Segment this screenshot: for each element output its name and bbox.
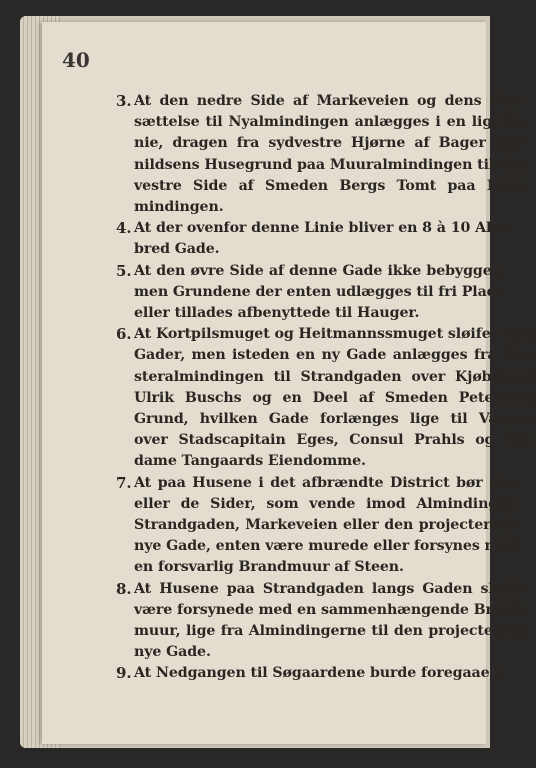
- item-number: 5.: [116, 261, 132, 280]
- item-number: 3.: [116, 92, 132, 110]
- text-line: bred Gade.: [134, 241, 220, 258]
- text-line: Strandgaden, Markeveien eller den projecterede: [134, 517, 519, 534]
- item-number: 4.: [116, 219, 132, 238]
- item-text: [134, 218, 510, 260]
- list-item: [116, 91, 529, 218]
- text-line: Ulrik Buschs og en Deel af Smeden Petersens: [134, 389, 536, 406]
- page-number: 40: [62, 48, 90, 72]
- text-line: At Nedgangen til Søgaardene burde foregaae i-: [134, 665, 506, 682]
- text-line: At Husene paa Strandgaden langs Gaden skulle: [134, 580, 528, 597]
- list-item: [116, 218, 511, 260]
- text-line: nye Gade.: [134, 644, 211, 661]
- text-line: over Stadscapitain Eges, Consul Prahls og Ma-: [134, 432, 536, 449]
- text-line: At den øvre Side af denne Gade ikke bebygges,: [134, 262, 505, 279]
- list-item: [116, 663, 506, 684]
- text-line: muur, lige fra Almindingerne til den projecterede: [134, 623, 528, 640]
- text-line: mindingen.: [134, 199, 224, 216]
- list-item: [116, 324, 536, 472]
- text-line: At den nedre Side af Markeveien og dens Fort-: [134, 93, 529, 109]
- item-text: [134, 324, 536, 472]
- text-line: nildsens Husegrund paa Muuralmindingen til den: [134, 156, 529, 173]
- text-line: At Kortpilsmuget og Heitmannssmuget sløifes som: [134, 326, 536, 343]
- list-item: [116, 261, 505, 325]
- text-line: vestre Side af Smeden Bergs Tomt paa Nyal-: [134, 177, 529, 194]
- item-text: [134, 91, 528, 218]
- text-line: nie, dragen fra sydvestre Hjørne af Bager Bry-: [134, 135, 529, 152]
- text-line: eller de Sider, som vende imod Almindinger,: [134, 495, 519, 512]
- list-item: [116, 473, 519, 579]
- list-item: [116, 579, 528, 664]
- item-text: [134, 473, 518, 579]
- item-text: [134, 261, 504, 325]
- text-line: nye Gade, enten være murede eller forsynes med: [134, 538, 519, 555]
- page-content: [116, 91, 536, 685]
- text-line: eller tillades afbenyttede til Hauger.: [134, 305, 420, 322]
- item-text: [134, 579, 528, 664]
- item-number: 9.: [116, 664, 132, 683]
- text-line: At der ovenfor denne Linie bliver en 8 à 10 Alen: [134, 220, 511, 237]
- item-number: 8.: [116, 579, 132, 598]
- item-text: [134, 663, 506, 684]
- text-line: være forsynede med en sammenhængende Brand-: [134, 601, 528, 618]
- item-number: 7.: [116, 473, 132, 492]
- text-line: en forsvarlig Brandmuur af Steen.: [134, 559, 404, 576]
- text-line: Grund, hvilken Gade forlænges lige til Vaagen: [134, 411, 536, 428]
- text-line: Gader, men isteden en ny Gade anlægges fra Klo-: [134, 347, 536, 364]
- text-line: sættelse til Nyalmindingen anlægges i en lige Li-: [134, 114, 529, 131]
- text-line: dame Tangaards Eiendomme.: [134, 453, 366, 470]
- item-number: 6.: [116, 325, 132, 344]
- text-line: men Grundene der enten udlægges til fri Plads: [134, 283, 505, 300]
- text-line: At paa Husene i det afbrændte District bør den: [134, 474, 519, 491]
- text-line: steralmindingen til Strandgaden over Kjøbmand: [134, 368, 536, 385]
